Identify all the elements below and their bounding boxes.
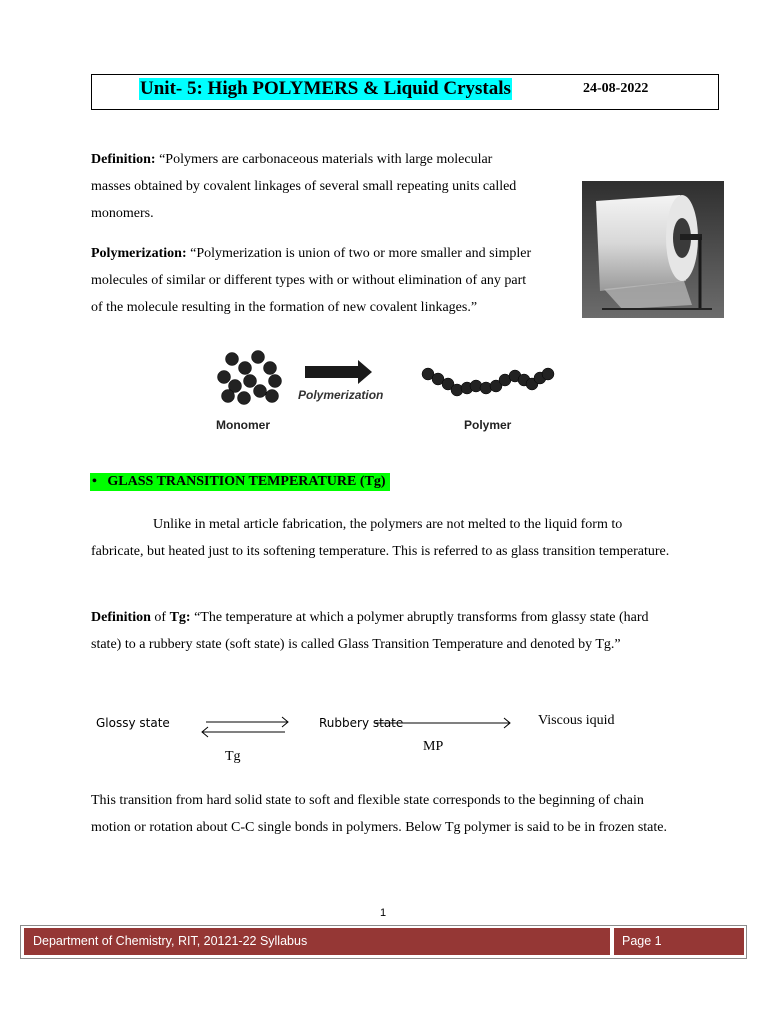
rubbery-state-label: Rubbery state (319, 716, 404, 730)
tg-definition-of: of (150, 610, 170, 625)
page-title: Unit- 5: High POLYMERS & Liquid Crystals (140, 78, 511, 99)
tg-definition-label: Definition (91, 610, 151, 625)
state-transition-diagram (90, 705, 650, 775)
transition-arrows (90, 705, 650, 775)
transition-paragraph: This transition from hard solid state to soft and flexible state corresponds to the beginning of chain motion or rotation about C-C single bonds in polymers. Below Tg polymer is said to be in frozen state. (91, 793, 667, 835)
tg-definition-text: “The temperature at which a polymer abruptly transforms from glassy state (hard state) to a rubbery state (soft state) is called Glass Transition Temperature and denoted by Tg.” (91, 610, 649, 652)
polymerization-label: Polymerization: (91, 246, 187, 261)
monomer-label: Monomer (216, 418, 270, 432)
bullet: • (92, 474, 97, 489)
tg-arrow-label: Tg (225, 749, 241, 764)
tg-definition-paragraph (91, 604, 671, 658)
polymer-label: Polymer (464, 418, 512, 432)
polymerization-diagram (210, 348, 570, 438)
page-number: 1 (380, 907, 387, 919)
section-heading-text: GLASS TRANSITION TEMPERATURE (Tg) (107, 474, 386, 489)
definition-label: Definition: (91, 152, 156, 167)
tg-intro-paragraph: Unlike in metal article fabrication, the polymers are not melted to the liquid form to fabricate, but heated just to its softening temperature. This is referred to as glass transition temperature. (91, 517, 670, 559)
polymerization-text: “Polymerization is union of two or more smaller and simpler molecules of similar or different types with or without elimination of any part of the molecule resulting in the formation of new covalent linkages.” (91, 246, 532, 315)
polymer-chain (422, 368, 554, 396)
glassy-state-label: Glossy state (96, 716, 170, 730)
tg-label: Tg: (169, 610, 191, 625)
footer-page: Page 1 (614, 928, 744, 955)
document-date: 24-08-2022 (583, 81, 649, 96)
section-heading (90, 473, 390, 491)
polymer-roll-photo (582, 181, 724, 318)
definition-text: “Polymers are carbonaceous materials with large molecular masses obtained by covalent linkages of several small repeating units called monomers. (91, 152, 517, 221)
monomer-cluster (218, 351, 282, 405)
viscous-liquid-label: Viscous iquid (538, 713, 615, 728)
footer-department: Department of Chemistry, RIT, 20121-22 Syllabus (24, 928, 610, 955)
mp-arrow-label: MP (423, 739, 444, 754)
polymerization-paragraph (91, 240, 539, 321)
polymerization-arrow-label: Polymerization (298, 388, 384, 402)
polymerization-arrow (305, 360, 372, 384)
definition-paragraph (91, 146, 531, 227)
